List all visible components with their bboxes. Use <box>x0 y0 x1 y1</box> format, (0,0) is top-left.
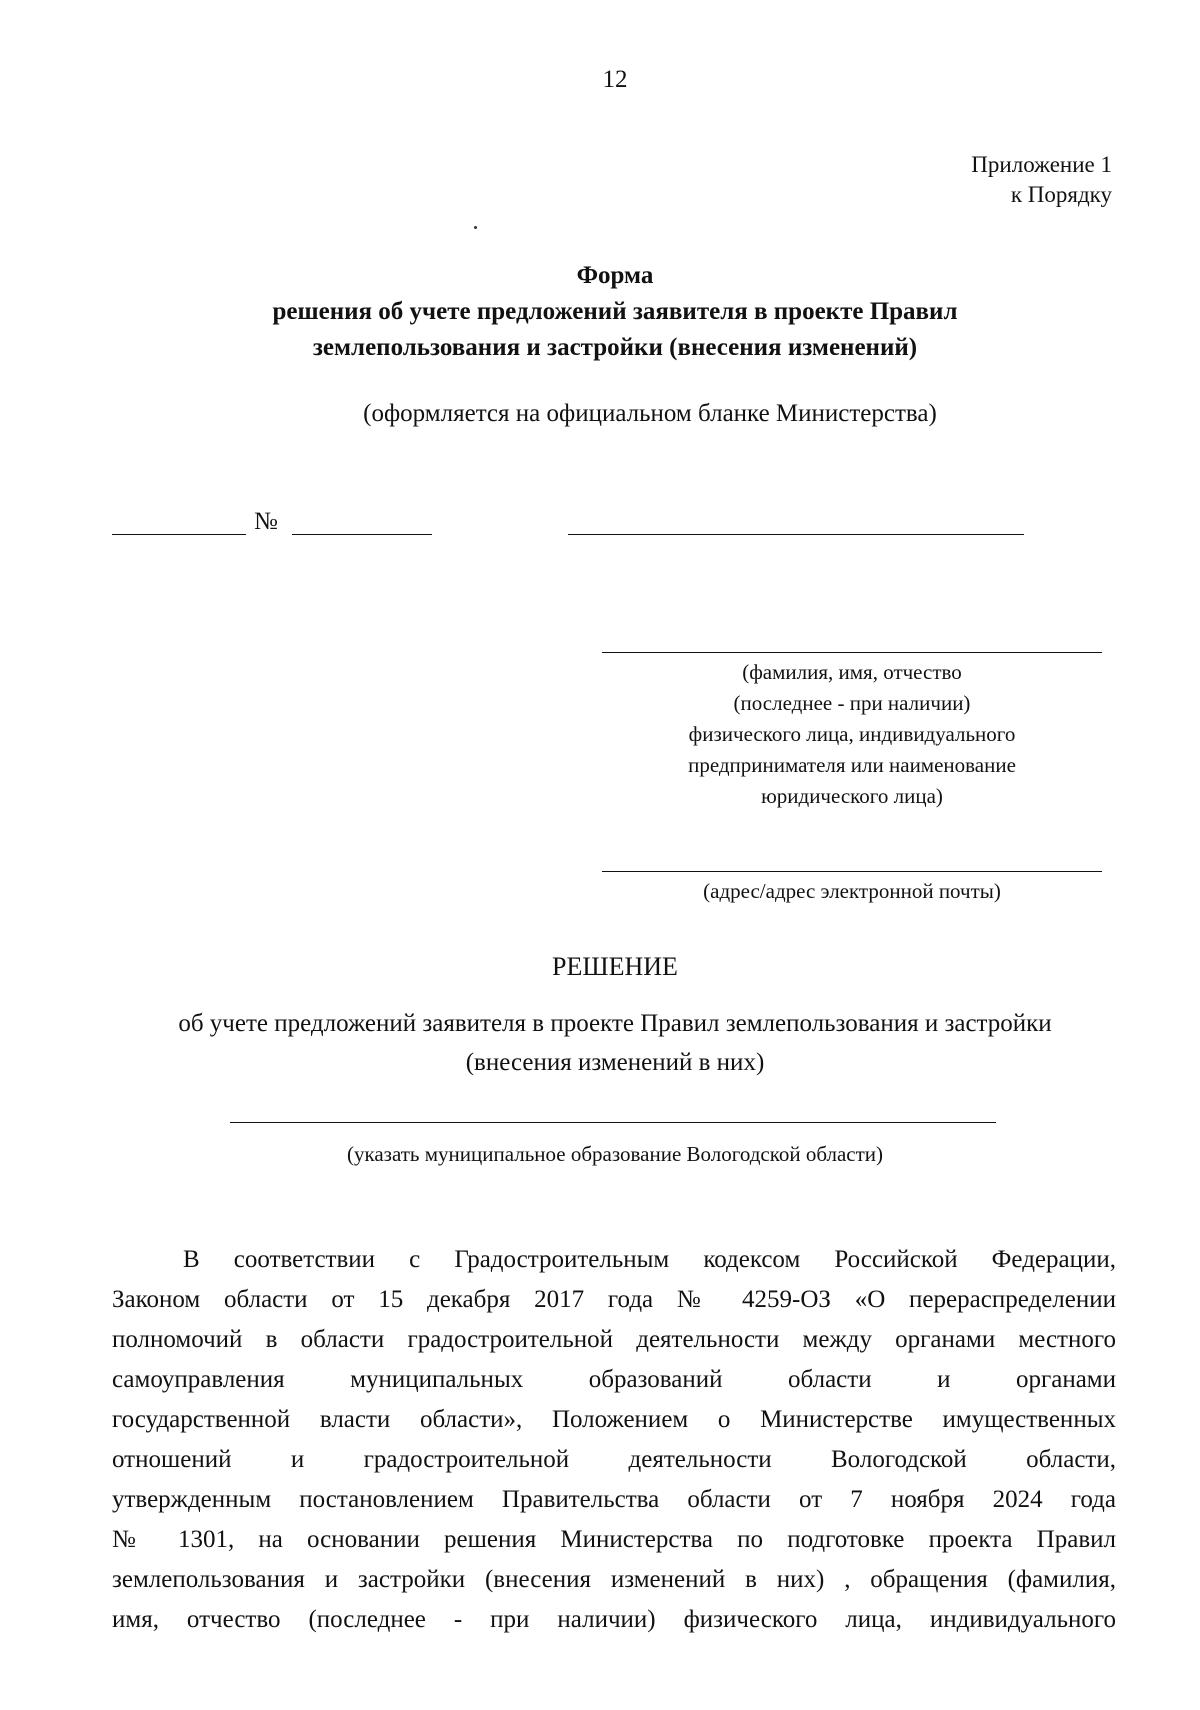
municipality-caption: (указать муниципальное образование Вологодской области) <box>346 1142 884 1166</box>
number-blank-line <box>292 534 432 535</box>
body-line-6: отношений и градостроительной деятельности Вологодской области, <box>112 1446 1116 1473</box>
decision-subject-line-2: (внесения изменений в них) <box>465 1049 765 1076</box>
date-blank-line <box>112 534 246 535</box>
body-line-10: имя, отчество (последнее - при наличии) физического лица, индивидуального <box>112 1606 1116 1633</box>
body-line-7: утвержденным постановлением Правительства области от 7 ноября 2024 года <box>112 1486 1116 1513</box>
address-line <box>602 871 1102 872</box>
body-line-4: самоуправления муниципальных образований области и органами <box>112 1366 1116 1393</box>
body-line-9: землепользования и застройки (внесения изменений в них) , обращения (фамилия, <box>112 1566 1116 1593</box>
body-line-8: № 1301, на основании решения Министерства по подготовке проекта Правил <box>112 1526 1116 1553</box>
body-line-3: полномочий в области градостроительной деятельности между органами местного <box>112 1326 1116 1353</box>
body-line-1: В соответствии с Градостроительным кодексом Российской Федерации, <box>183 1246 1116 1273</box>
addressee-name-line <box>602 652 1102 653</box>
addressee-caption-line-4: предпринимателя или наименование <box>688 753 1016 777</box>
addressee-caption-line-2: (последнее - при наличии) <box>733 691 971 715</box>
addressee-caption-line-5: юридического лица) <box>761 784 943 808</box>
addressee-caption-line-1: (фамилия, имя, отчество <box>742 660 962 684</box>
form-title-line-3: землепользования и застройки (внесения изменений) <box>312 334 918 361</box>
address-caption: (адрес/адрес электронной почты) <box>703 879 1001 903</box>
addressee-caption-line-3: физического лица, индивидуального <box>688 722 1016 746</box>
blank-note: (оформляется на официальном бланке Министерства) <box>363 400 937 427</box>
scan-speck <box>474 226 477 229</box>
appendix-reference <box>971 150 1112 210</box>
form-title-line-2: решения об учете предложений заявителя в проекте Правил <box>272 298 958 325</box>
recipient-blank-line <box>568 534 1024 535</box>
decision-title: РЕШЕНИЕ <box>552 952 678 981</box>
appendix-line-1: Приложение 1 <box>971 152 1112 177</box>
body-line-5: государственной власти области», Положением о Министерстве имущественных <box>112 1406 1116 1433</box>
body-line-2: Законом области от 15 декабря 2017 года № 4259-ОЗ «О перераспределении <box>112 1286 1116 1313</box>
appendix-line-2: к Порядку <box>1010 182 1112 207</box>
addressee-caption <box>602 657 1102 812</box>
form-title-line-1: Форма <box>576 262 654 289</box>
page-number: 12 <box>602 66 628 93</box>
form-title <box>0 258 1200 366</box>
decision-subject <box>0 1004 1200 1082</box>
municipality-line <box>230 1122 996 1123</box>
body-paragraph <box>112 1240 1116 1640</box>
number-sign: № <box>254 508 278 535</box>
decision-subject-line-1: об учете предложений заявителя в проекте Правил землепользования и застройки <box>178 1010 1052 1037</box>
